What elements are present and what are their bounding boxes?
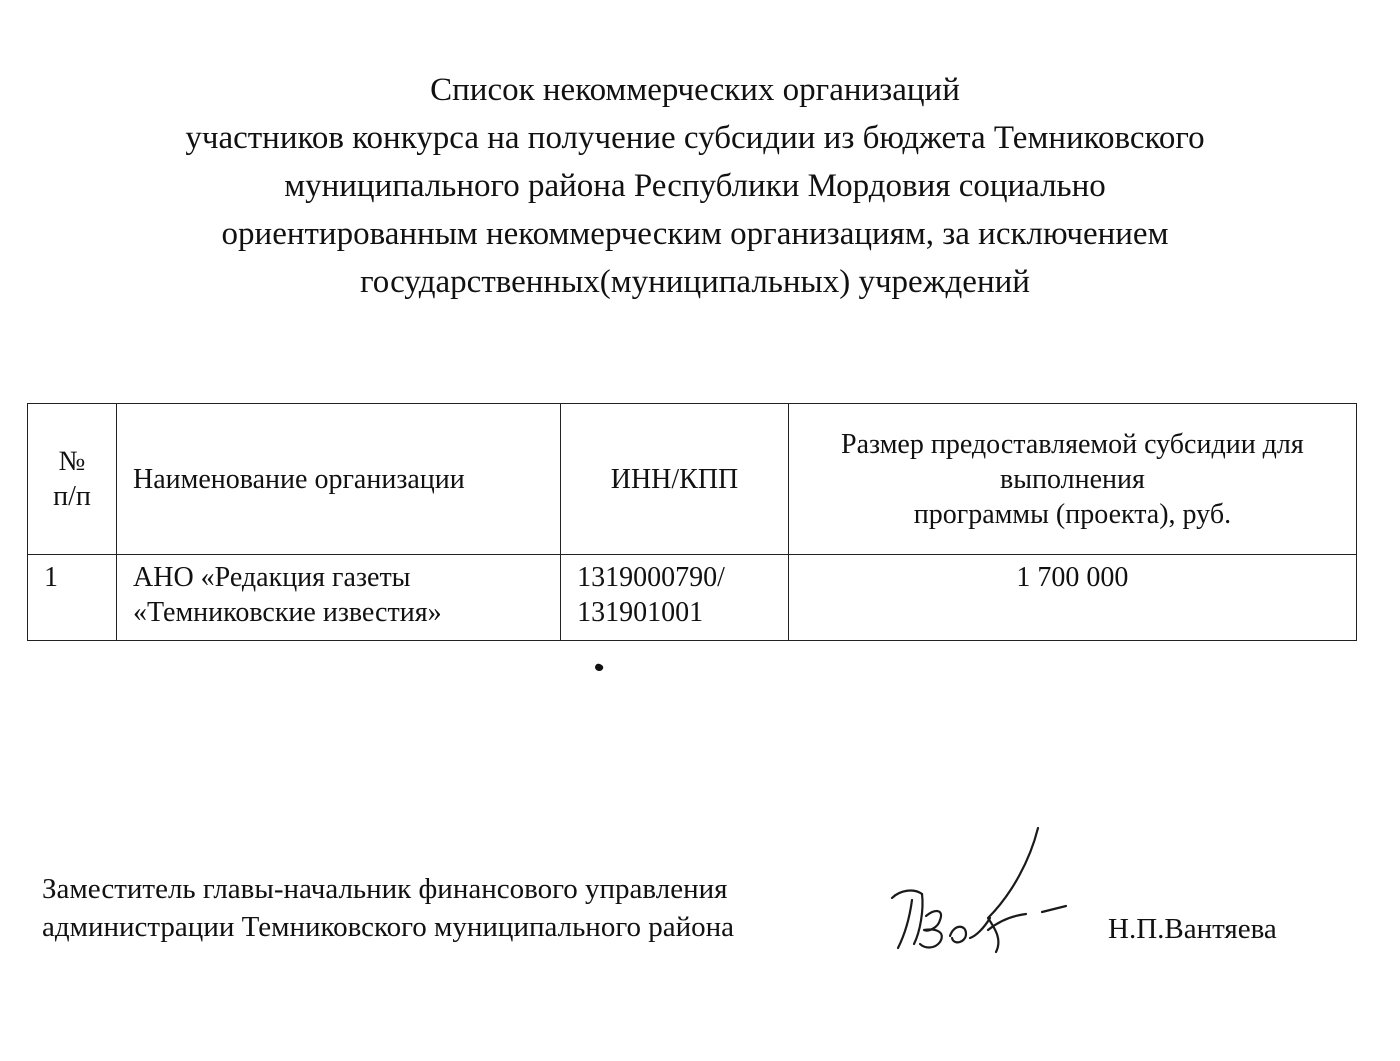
header-number xyxy=(28,404,117,555)
header-amount xyxy=(788,404,1356,555)
position-line-2: администрации Темниковского муниципального района xyxy=(42,911,735,943)
title-line-2: участников конкурса на получение субсидии из бюджета Темниковского xyxy=(185,120,1205,156)
title-line-1: Список некоммерческих организаций xyxy=(430,72,960,108)
handwritten-signature-icon xyxy=(880,820,1080,960)
signer-name: Н.П.Вантяева xyxy=(1108,913,1277,945)
header-name: Наименование организации xyxy=(117,404,561,555)
document-title xyxy=(20,66,1370,306)
header-inn-kpp: ИНН/КПП xyxy=(561,404,789,555)
header-number-abbr: п/п xyxy=(53,481,91,512)
row-number: 1 xyxy=(28,555,117,641)
row-org-name-line-2: «Темниковские известия» xyxy=(133,597,442,628)
header-amount-line-3: программы (проекта), руб. xyxy=(913,498,1232,530)
row-org-name xyxy=(117,555,561,641)
title-line-5: государственных(муниципальных) учреждений xyxy=(360,264,1030,300)
row-inn-kpp xyxy=(561,555,789,641)
row-amount: 1 700 000 xyxy=(788,555,1356,641)
table-row xyxy=(28,555,1357,641)
row-org-name-line-1: АНО «Редакция газеты xyxy=(133,562,411,593)
row-inn: 1319000790/ xyxy=(577,562,725,593)
title-line-4: ориентированным некоммерческим организациям, за исключением xyxy=(221,216,1169,252)
header-number-symbol: № xyxy=(58,446,86,477)
header-amount-line-2: выполнения xyxy=(999,463,1145,495)
signatory-position xyxy=(42,870,734,946)
row-kpp: 131901001 xyxy=(577,597,704,628)
title-line-3: муниципального района Республики Мордовия социально xyxy=(284,168,1106,204)
organizations-table xyxy=(27,403,1357,641)
position-line-1: Заместитель главы-начальник финансового управления xyxy=(42,873,728,905)
header-amount-line-1: Размер предоставляемой субсидии для xyxy=(841,428,1304,460)
table-header-row xyxy=(28,404,1357,555)
ink-dot xyxy=(594,662,604,672)
